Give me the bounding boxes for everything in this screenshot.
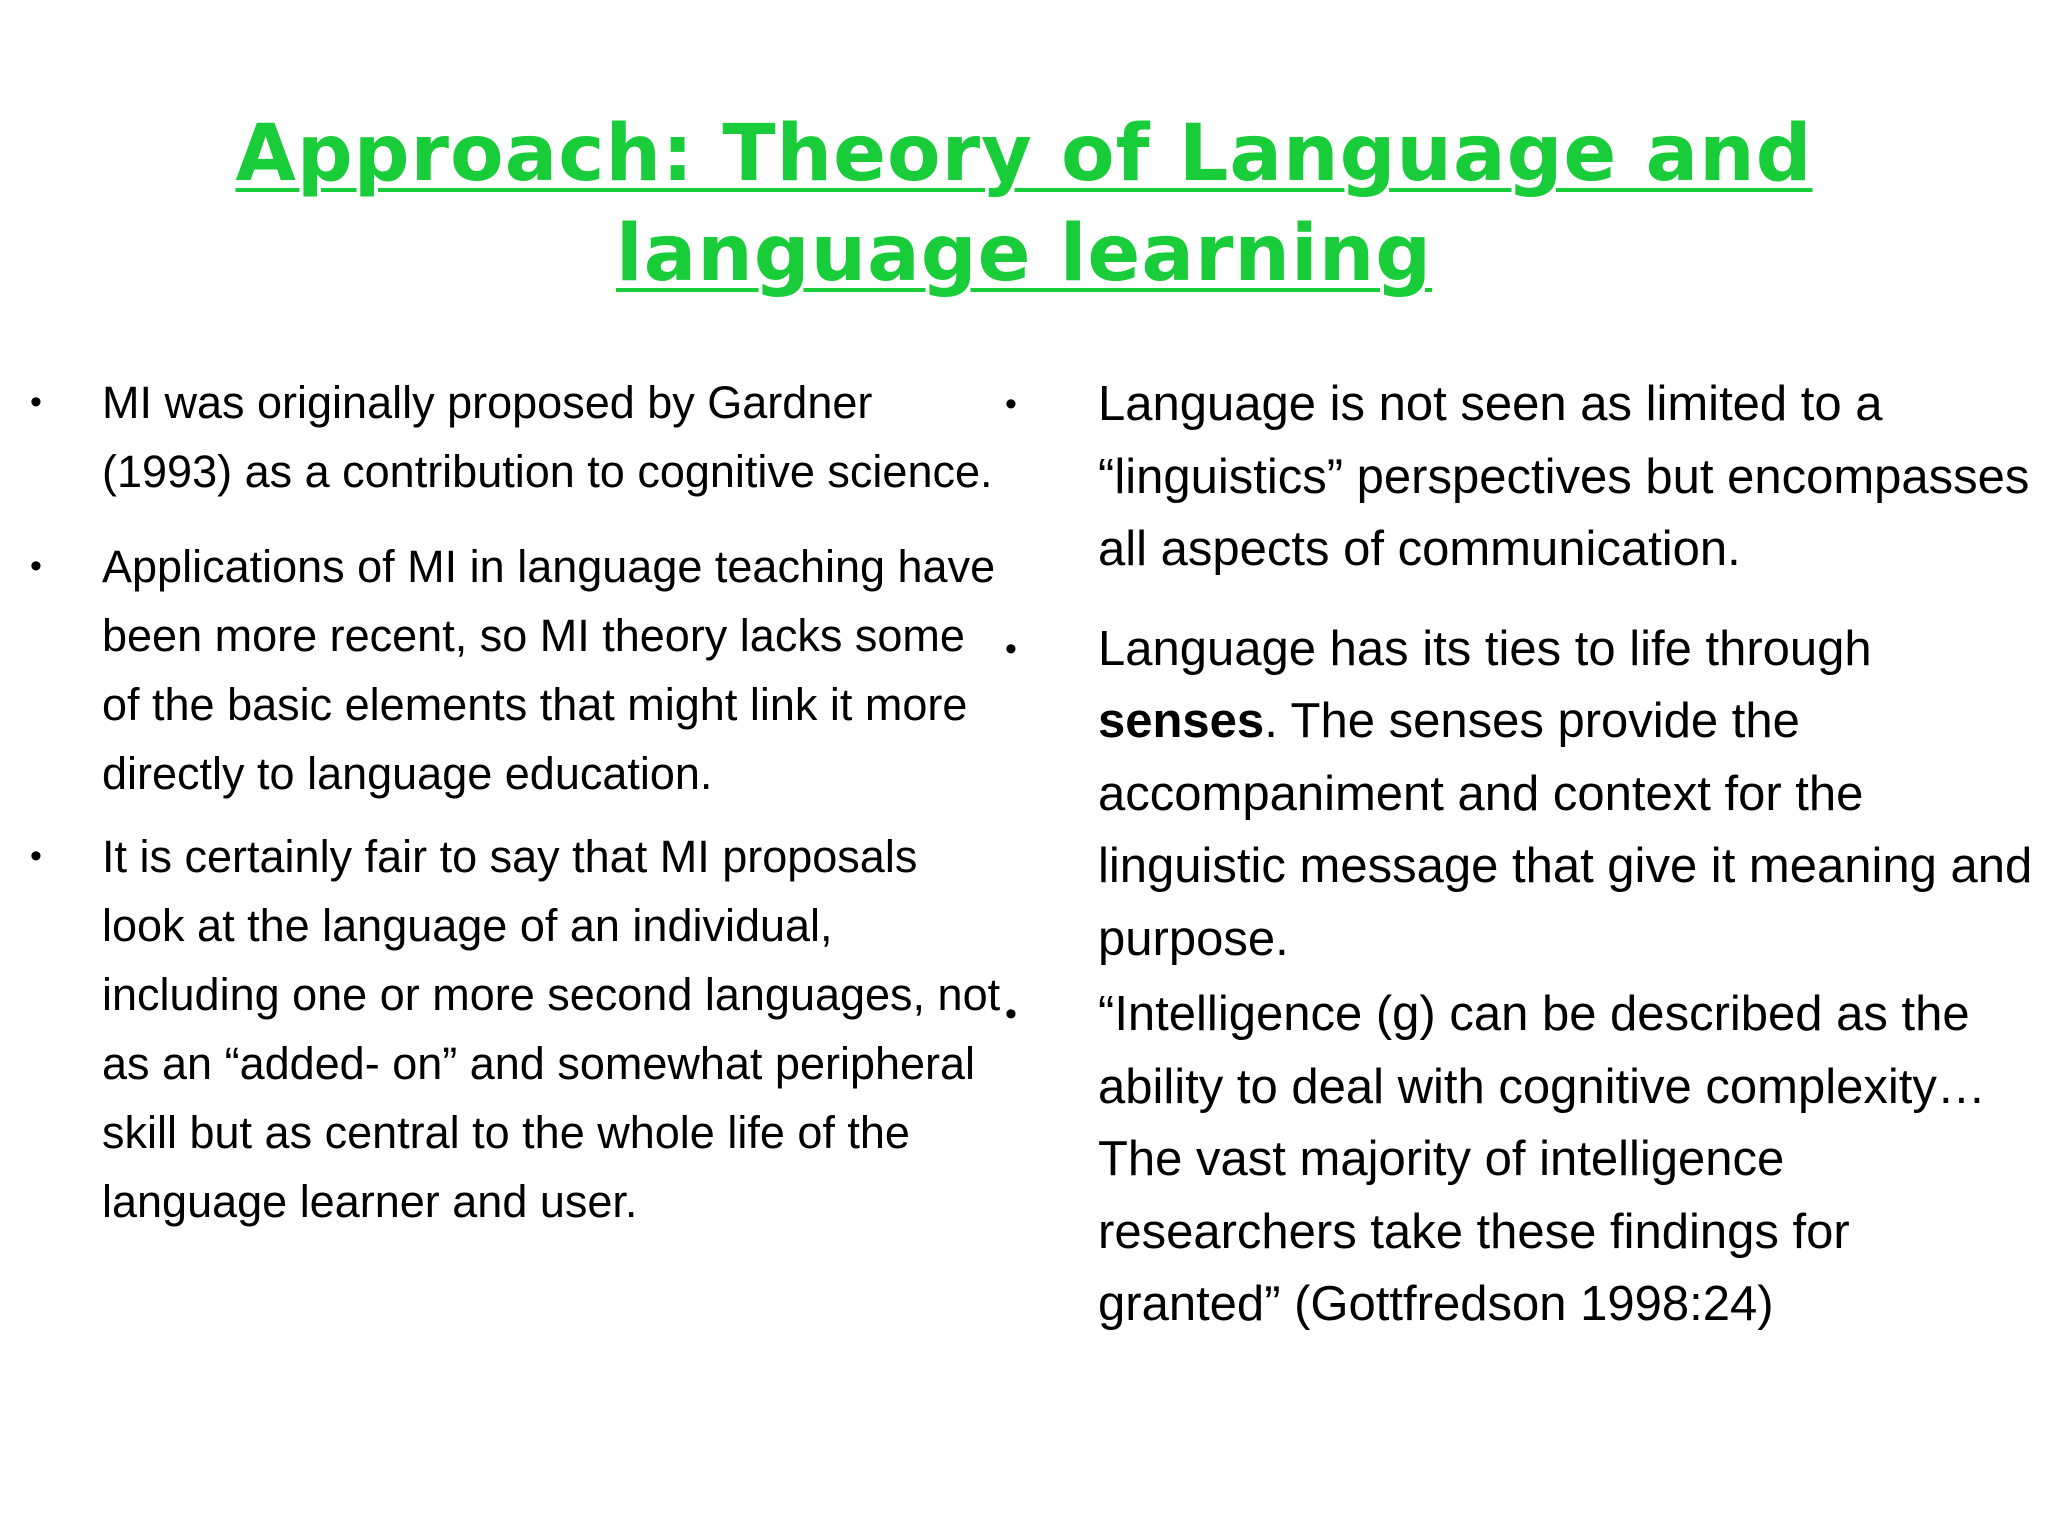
bullet-icon: • [30, 383, 42, 421]
bullet-text: “Intelligence (g) can be described as the ability to deal with cognitive complexity… The vast majority of intelligence researchers take these findings for granted” (Gottfredson 1998:24) [1098, 987, 1986, 1331]
list-item [30, 532, 1010, 808]
slide-title: Approach: Theory of Language and language learning [235, 109, 1813, 299]
bullet-text: Language is not seen as limited to a “linguistics” perspectives but encompasses all aspects of communication. [1098, 377, 2030, 576]
list-item [30, 822, 1010, 1236]
bullet-icon: • [1005, 995, 1017, 1033]
bullet-text-part: . The senses provide the accompaniment and context for the linguistic message that give it meaning and purpose. [1098, 694, 2033, 966]
bullet-text-part: Language has its ties to life through [1098, 621, 1872, 676]
list-item [1005, 978, 2045, 1341]
bullet-text: Applications of MI in language teaching have been more recent, so MI theory lacks some of the basic elements that might link it more directly to language education. [102, 541, 996, 799]
bullet-text: It is certainly fair to say that MI proposals look at the language of an individual, including one or more second languages, not as an “added- on” and somewhat peripheral skill but as central to the whole life of the language learner and user. [102, 831, 1001, 1227]
emphasis-text: senses [1098, 694, 1265, 748]
right-bullet-list [1005, 368, 2045, 1341]
bullet-icon: • [1005, 385, 1017, 423]
bullet-icon: • [30, 837, 42, 875]
bullet-text: MI was originally proposed by Gardner (1993) as a contribution to cognitive science. [102, 377, 993, 497]
list-item [1005, 368, 2045, 586]
bullet-icon: • [1005, 629, 1017, 668]
left-bullet-list [30, 368, 1010, 1236]
list-item [30, 368, 1010, 506]
bullet-icon: • [30, 547, 42, 585]
list-item [1005, 613, 2045, 976]
bullet-text [1098, 622, 2032, 966]
